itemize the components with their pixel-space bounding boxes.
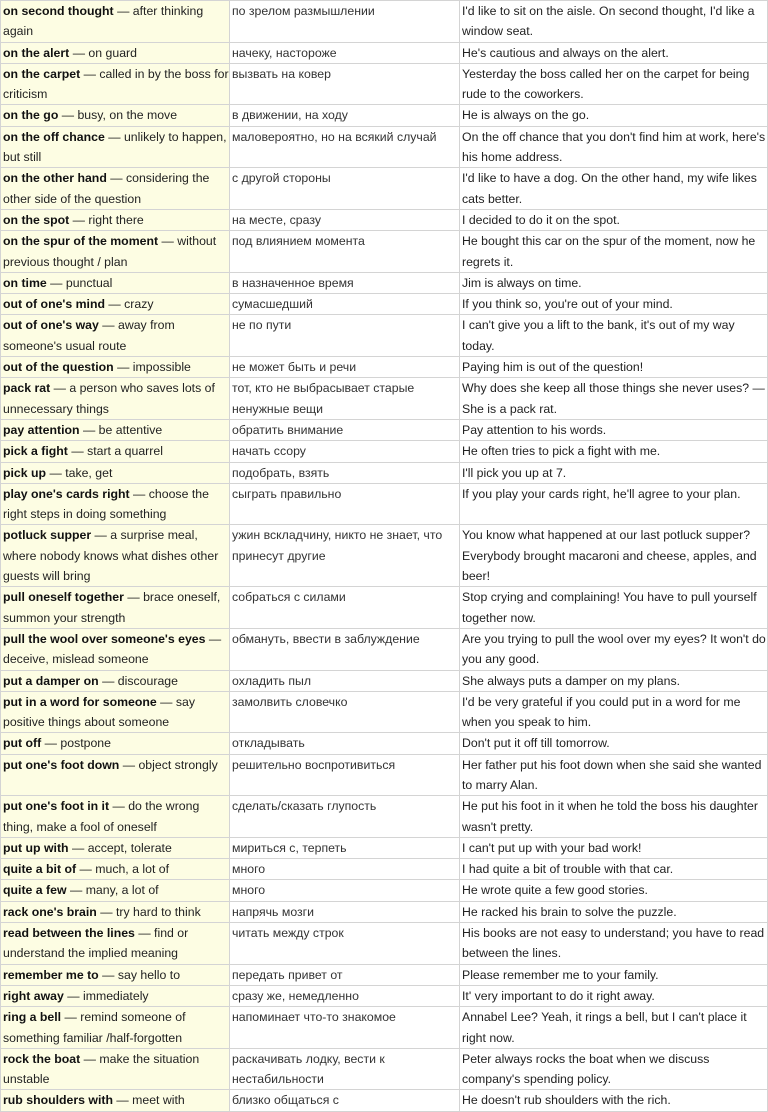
example-sentence: You know what happened at our last potluck supper? Everybody brought macaroni and cheese, apples, and beer! [460,525,768,587]
idiom-term: on the carpet [3,66,81,81]
idiom-term: right away [3,988,64,1003]
table-row [1,901,768,922]
table-row [1,483,768,525]
table-row [1,168,768,210]
idiom-cell: put one's foot down — object strongly [1,754,230,796]
idiom-definition: punctual [65,275,113,290]
idiom-cell: remember me to — say hello to [1,964,230,985]
idiom-definition: meet with [132,1093,185,1108]
example-sentence: His books are not easy to understand; you have to read between the lines. [460,923,768,965]
russian-translation: сделать/сказать глупость [230,796,460,838]
idiom-term: on the off chance [3,129,105,144]
idiom-cell: on the go — busy, on the move [1,105,230,126]
idiom-definition: considering the other side of the question [3,171,210,206]
idiom-cell: read between the lines — find or understand the implied meaning [1,923,230,965]
idiom-definition: much, a lot of [95,862,170,877]
example-sentence: He wrote quite a few good stories. [460,880,768,901]
table-row [1,1,768,43]
table-row [1,231,768,273]
idiom-term: potluck supper [3,528,92,543]
table-row [1,733,768,754]
example-sentence: She always puts a damper on my plans. [460,670,768,691]
russian-translation: читать между строк [230,923,460,965]
idiom-term: play one's cards right [3,486,130,501]
table-row [1,880,768,901]
idiom-cell: out of one's mind — crazy [1,294,230,315]
russian-translation: с другой стороны [230,168,460,210]
russian-translation: сыграть правильно [230,483,460,525]
idiom-term: read between the lines [3,926,135,941]
idiom-definition: unlikely to happen, but still [3,129,227,165]
example-sentence: I'll pick you up at 7. [460,462,768,483]
example-sentence: I decided to do it on the spot. [460,209,768,230]
russian-translation: замолвить словечко [230,691,460,733]
idiom-term: on time [3,275,47,290]
russian-translation: охладить пыл [230,670,460,691]
table-row [1,294,768,315]
table-row [1,1007,768,1049]
idiom-cell: right away — immediately [1,985,230,1006]
idiom-definition: choose the right steps in doing something [3,486,209,522]
idiom-term: on second thought [3,4,114,18]
idiom-definition: discourage [117,673,178,688]
idiom-cell: pick a fight — start a quarrel [1,441,230,462]
idiom-cell: rub shoulders with — meet with [1,1090,230,1111]
idiom-cell: out of the question — impossible [1,357,230,378]
idiom-term: put off [3,736,42,751]
russian-translation: откладывать [230,733,460,754]
example-sentence: I'd be very grateful if you could put in a word for me when you speak to him. [460,691,768,733]
idiom-cell: on second thought — after thinking again [1,1,230,43]
idiom-term: pick up [3,465,47,480]
idiom-term: on the alert [3,45,70,60]
table-row [1,419,768,440]
example-sentence: Her father put his foot down when she said she wanted to marry Alan. [460,754,768,796]
idiom-term: put in a word for someone [3,694,157,709]
idiom-definition: do the wrong thing, make a fool of oneself [3,799,200,834]
russian-translation: по зрелом размышлении [230,1,460,43]
table-row [1,357,768,378]
example-sentence: On the off chance that you don't find him at work, here's his home address. [460,126,768,168]
table-row [1,754,768,796]
idiom-cell: rack one's brain — try hard to think [1,901,230,922]
example-sentence: He racked his brain to solve the puzzle. [460,901,768,922]
table-row [1,105,768,126]
idiom-term: put a damper on [3,673,99,688]
russian-translation: под влиянием момента [230,231,460,273]
idiom-cell: on time — punctual [1,272,230,293]
table-row [1,985,768,1006]
idiom-term: quite a few [3,883,67,898]
idiom-cell: rock the boat — make the situation unstable [1,1048,230,1090]
russian-translation: не может быть и речи [230,357,460,378]
idiom-cell: on the other hand — considering the other side of the question [1,168,230,210]
example-sentence: It' very important to do it right away. [460,985,768,1006]
idiom-cell: put a damper on — discourage [1,670,230,691]
idiom-cell: pull oneself together — brace oneself, summon your strength [1,587,230,629]
idiom-definition: remind someone of something familiar /half-forgotten [3,1010,186,1045]
example-sentence: Yesterday the boss called her on the carpet for being rude to the coworkers. [460,63,768,105]
idiom-term: rack one's brain [3,904,97,919]
table-row [1,126,768,168]
example-sentence: I can't put up with your bad work! [460,837,768,858]
idiom-cell: quite a bit of — much, a lot of [1,859,230,880]
idiom-definition: called in by the boss for criticism [3,66,229,102]
idiom-definition: deceive, mislead someone [3,652,149,667]
idiom-cell: ring a bell — remind someone of something familiar /half-forgotten [1,1007,230,1049]
idiom-term: pay attention [3,422,80,437]
example-sentence: I had quite a bit of trouble with that car. [460,859,768,880]
idiom-term: on the go [3,108,59,123]
russian-translation: передать привет от [230,964,460,985]
table-row [1,315,768,357]
russian-translation: сумасшедший [230,294,460,315]
idiom-term: on the other hand [3,171,107,186]
russian-translation: в движении, на ходу [230,105,460,126]
table-row [1,209,768,230]
idiom-term: out of the question [3,360,114,375]
idiom-cell: potluck supper — a surprise meal, where nobody knows what dishes other guests will bring [1,525,230,587]
russian-translation: раскачивать лодку, вести к нестабильности [230,1048,460,1090]
idiom-definition: right there [88,212,144,227]
idiom-cell: on the alert — on guard [1,42,230,63]
example-sentence: He doesn't rub shoulders with the rich. [460,1090,768,1111]
idiom-term: out of one's way [3,318,99,333]
idiom-cell: put up with — accept, tolerate [1,837,230,858]
idiom-definition: immediately [82,988,149,1003]
idiom-term: quite a bit of [3,862,77,877]
russian-translation: начеку, настороже [230,42,460,63]
table-row [1,691,768,733]
idiom-cell: on the spot — right there [1,209,230,230]
idiom-term: remember me to [3,967,99,982]
idiom-term: on the spot [3,212,70,227]
table-row [1,670,768,691]
example-sentence: He's cautious and always on the alert. [460,42,768,63]
table-row [1,859,768,880]
idiom-definition: object strongly [138,757,218,772]
idiom-definition: brace oneself, summon your strength [3,590,221,625]
table-row [1,628,768,670]
idiom-definition: without previous thought / plan [3,234,217,269]
example-sentence: I'd like to sit on the aisle. On second thought, I'd like a window seat. [460,1,768,43]
idiom-definition: busy, on the move [77,108,178,123]
russian-translation: тот, кто не выбрасывает старые ненужные вещи [230,378,460,420]
idiom-term: rub shoulders with [3,1093,113,1108]
russian-translation: обмануть, ввести в заблуждение [230,628,460,670]
idiom-definition: say hello to [117,967,181,982]
example-sentence: He put his foot in it when he told the boss his daughter wasn't pretty. [460,796,768,838]
russian-translation: напоминает что-то знакомое [230,1007,460,1049]
example-sentence: He bought this car on the spur of the moment, now he regrets it. [460,231,768,273]
table-row [1,378,768,420]
idiom-term: out of one's mind [3,297,105,312]
idiom-term: put up with [3,840,69,855]
russian-translation: маловероятно, но на всякий случай [230,126,460,168]
example-sentence: I'd like to have a dog. On the other hand, my wife likes cats better. [460,168,768,210]
idiom-term: put one's foot down [3,757,120,772]
idiom-cell: out of one's way — away from someone's usual route [1,315,230,357]
example-sentence: He often tries to pick a fight with me. [460,441,768,462]
idiom-term: pull oneself together [3,590,124,605]
idiom-definition: on guard [88,45,137,60]
table-row [1,587,768,629]
russian-translation: сразу же, немедленно [230,985,460,1006]
idiom-cell: pay attention — be attentive [1,419,230,440]
idiom-definition: crazy [124,297,154,312]
idiom-definition: many, a lot of [85,883,159,898]
russian-translation: на месте, сразу [230,209,460,230]
idiom-definition: take, get [65,465,113,480]
idiom-cell: put in a word for someone — say positive things about someone [1,691,230,733]
example-sentence: Pay attention to his words. [460,419,768,440]
idiom-definition: find or understand the implied meaning [3,926,189,961]
idiom-cell: play one's cards right — choose the right steps in doing something [1,483,230,525]
idiom-term: rock the boat [3,1051,81,1066]
table-row [1,441,768,462]
idiom-definition: a surprise meal, where nobody knows what dishes other guests will bring [3,528,219,584]
example-sentence: I can't give you a lift to the bank, it's out of my way today. [460,315,768,357]
idiom-cell: put one's foot in it — do the wrong thing, make a fool of oneself [1,796,230,838]
table-row [1,272,768,293]
table-row [1,1090,768,1111]
example-sentence: Are you trying to pull the wool over my eyes? It won't do you any good. [460,628,768,670]
idiom-term: put one's foot in it [3,799,110,814]
idioms-table-body [1,1,768,1112]
example-sentence: Don't put it off till tomorrow. [460,733,768,754]
table-row [1,964,768,985]
russian-translation: решительно воспротивиться [230,754,460,796]
russian-translation: не по пути [230,315,460,357]
russian-translation: вызвать на ковер [230,63,460,105]
russian-translation: много [230,880,460,901]
idiom-cell: quite a few — many, a lot of [1,880,230,901]
idiom-term: ring a bell [3,1010,62,1025]
russian-translation: обратить внимание [230,419,460,440]
example-sentence: If you think so, you're out of your mind. [460,294,768,315]
idiom-cell: pull the wool over someone's eyes — deceive, mislead someone [1,628,230,670]
idiom-term: on the spur of the moment [3,234,159,249]
russian-translation: собраться с силами [230,587,460,629]
russian-translation: начать ссору [230,441,460,462]
idiom-term: pick a fight [3,444,68,459]
table-row [1,796,768,838]
idiom-definition: accept, tolerate [87,840,172,855]
idiom-term: pull the wool over someone's eyes [3,631,206,646]
russian-translation: близко общаться с [230,1090,460,1111]
idiom-cell: pack rat — a person who saves lots of unnecessary things [1,378,230,420]
idiom-cell: pick up — take, get [1,462,230,483]
idiom-definition: try hard to think [115,904,201,919]
idiom-definition: postpone [60,736,111,751]
table-row [1,525,768,587]
russian-translation: ужин вскладчину, никто не знает, что принесут другие [230,525,460,587]
example-sentence: Jim is always on time. [460,272,768,293]
example-sentence: He is always on the go. [460,105,768,126]
idiom-definition: away from someone's usual route [3,318,175,353]
idiom-cell: on the spur of the moment — without previous thought / plan [1,231,230,273]
example-sentence: Stop crying and complaining! You have to pull yourself together now. [460,587,768,629]
table-row [1,462,768,483]
example-sentence: If you play your cards right, he'll agree to your plan. [460,483,768,525]
idiom-term: pack rat [3,381,51,396]
example-sentence: Peter always rocks the boat when we discuss company's spending policy. [460,1048,768,1090]
table-row [1,923,768,965]
idiom-cell: put off — postpone [1,733,230,754]
table-row [1,837,768,858]
idiom-definition: say positive things about someone [3,694,195,730]
idiom-definition: after thinking again [3,4,204,39]
idiom-definition: be attentive [98,422,163,437]
table-row [1,63,768,105]
russian-translation: в назначенное время [230,272,460,293]
idiom-definition: impossible [132,360,191,375]
idiom-definition: make the situation unstable [3,1051,200,1087]
example-sentence: Paying him is out of the question! [460,357,768,378]
idiom-definition: start a quarrel [87,444,163,459]
idiom-cell: on the carpet — called in by the boss for criticism [1,63,230,105]
example-sentence: Please remember me to your family. [460,964,768,985]
idiom-definition: a person who saves lots of unnecessary things [3,381,215,416]
example-sentence: Why does she keep all those things she never uses? — She is a pack rat. [460,378,768,420]
russian-translation: много [230,859,460,880]
idiom-cell: on the off chance — unlikely to happen, but still [1,126,230,168]
russian-translation: подобрать, взять [230,462,460,483]
example-sentence: Annabel Lee? Yeah, it rings a bell, but I can't place it right now. [460,1007,768,1049]
table-row [1,1048,768,1090]
table-row [1,42,768,63]
russian-translation: мириться с, терпеть [230,837,460,858]
russian-translation: напрячь мозги [230,901,460,922]
